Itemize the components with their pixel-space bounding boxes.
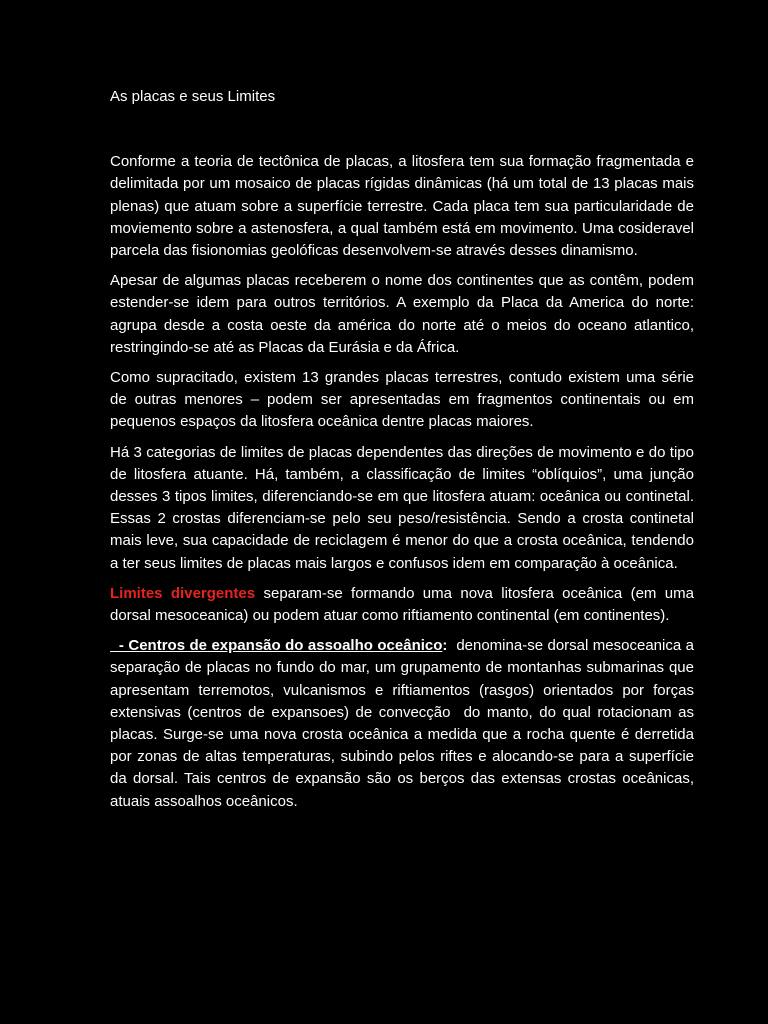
document-title: As placas e seus Limites	[110, 88, 276, 105]
centers-colon: :	[442, 637, 448, 655]
paragraph-1: Conforme a teoria de tectônica de placas, a litosfera tem sua formação fragmentada e delimitada por um mosaico de placas rígidas dinâmicas (há um total de 13 placas mais plenas) que atuam sobre a superfície terrestre. Cada placa tem sua particularidade de moviemento sobre a astenosfera, a qual também está em movimento. Uma cosideravel parcela das fisionomias geolóficas desenvolvem-se através desses dinamismo.	[110, 153, 694, 260]
divergent-term: Limites divergentes	[110, 584, 256, 602]
divergent-text: separam-se formando uma nova litosfera oceânica (em uma dorsal mesoceanica) ou podem atuar como riftiamento continental (em continentes).	[110, 584, 694, 625]
paragraph-centers	[110, 635, 699, 813]
centers-heading: - Centros de expansão do assoalho oceânico	[110, 637, 443, 655]
paragraph-3: Como supracitado, existem 13 grandes placas terrestres, contudo existem uma série de outras menores – podem ser apresentadas em fragmentos continentais ou em pequenos espaços da litosfera oceânica dentre placas maiores.	[110, 369, 694, 431]
centers-text: denomina-se dorsal mesoceanica a separação de placas no fundo do mar, um grupamento de montanhas submarinas que apresentam terremotos, vulcanismos e riftiamentos (rasgos) orientados por forças extensivas (centros de expansoes) de convecção do manto, do qual rotacionam as placas. Surge-se uma nova crosta oceânica a medida que a rocha quente é derretida por zonas de altas temperaturas, subindo pelos riftes e alocando-se para a superfície da dorsal. Tais centros de expansão são os berços das extensas crostas oceânicas, atuais assoalhos oceânicos.	[110, 637, 699, 810]
paragraph-4: Há 3 categorias de limites de placas dependentes das direções de movimento e do tipo de litosfera atuante. Há, também, a classificação de limites “oblíquios”, uma junção desses 3 tipos limites, diferenciando-se em que litosfera atuam: oceânica ou continetal. Essas 2 crostas diferenciam-se pelo seu peso/resistência. Sendo a crosta continetal mais leve, sua capacidade de reciclagem é menor do que a crosta oceânica, tendendo a ter seus limites de placas mais largos e confusos idem em comparação à oceânica.	[110, 443, 694, 572]
paragraph-divergent	[110, 583, 694, 627]
document-page	[110, 86, 699, 821]
paragraph-2: Apesar de algumas placas receberem o nome dos continentes que as contêm, podem estender-se idem para outros territórios. A exemplo da Placa da America do norte: agrupa desde a costa oeste da américa do norte até o meios do oceano atlantico, restringindo-se até as Placas da Eurásia e da África.	[110, 272, 694, 356]
